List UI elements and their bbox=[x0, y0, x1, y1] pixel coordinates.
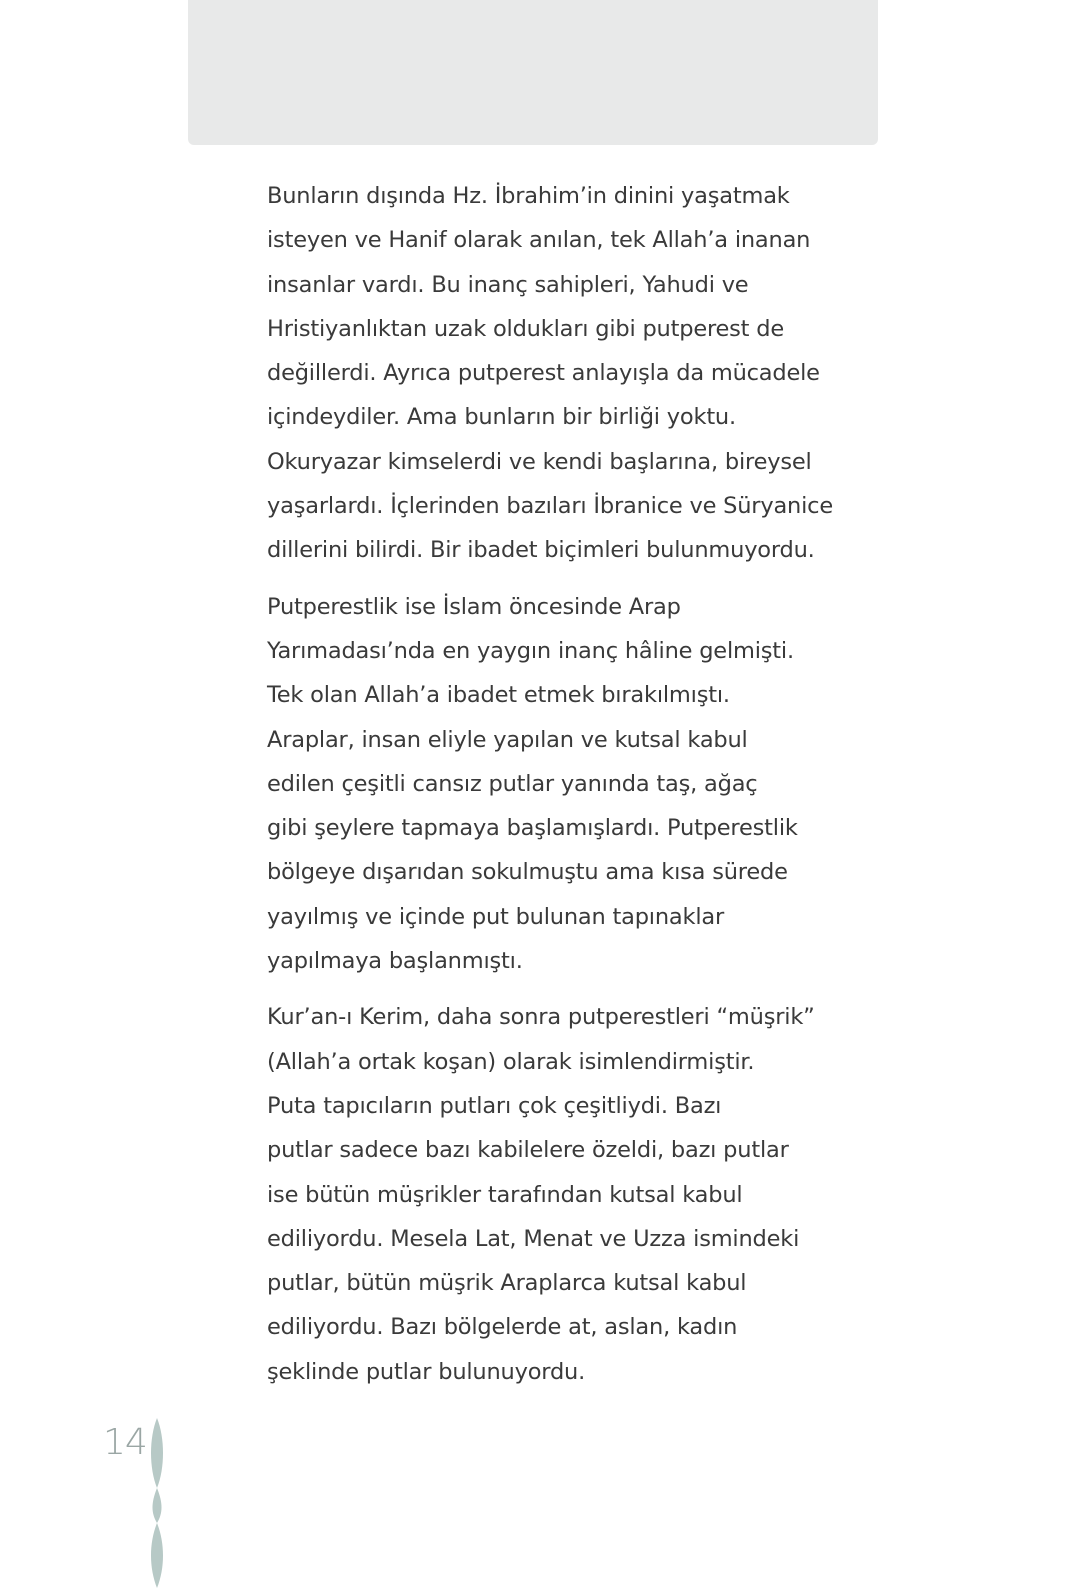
paragraph bbox=[267, 995, 827, 1394]
text-line: Puta tapıcıların putları çok çeşitliydi. Bazı bbox=[267, 1092, 722, 1119]
text-line: ise bütün müşrikler tarafından kutsal kabul bbox=[267, 1181, 743, 1208]
text-line: (Allah’a ortak koşan) olarak isimlendirmiştir. bbox=[267, 1048, 755, 1075]
paragraph bbox=[267, 174, 833, 573]
text-line: bölgeye dışarıdan sokulmuştu ama kısa sürede bbox=[267, 859, 788, 886]
text-line: ediliyordu. Bazı bölgelerde at, aslan, kadın bbox=[267, 1314, 738, 1341]
paragraph bbox=[267, 585, 827, 984]
text-line: Tek olan Allah’a ibadet etmek bırakılmıştı. bbox=[267, 682, 730, 709]
text-line: yayılmış ve içinde put bulunan tapınaklar bbox=[267, 903, 725, 930]
text-line: Putperestlik ise İslam öncesinde Arap bbox=[267, 593, 681, 620]
text-line: ediliyordu. Mesela Lat, Menat ve Uzza ismindeki bbox=[267, 1225, 800, 1252]
text-line: Araplar, insan eliyle yapılan ve kutsal kabul bbox=[267, 726, 748, 753]
text-line: isteyen ve Hanif olarak anılan, tek Allah’a inanan bbox=[267, 227, 811, 254]
text-line: değillerdi. Ayrıca putperest anlayışla da mücadele bbox=[267, 360, 820, 387]
text-line: Bunların dışında Hz. İbrahim’in dinini yaşatmak bbox=[267, 183, 790, 209]
header-banner bbox=[188, 0, 878, 145]
text-line: Yarımadası’nda en yaygın inanç hâline gelmişti. bbox=[267, 637, 794, 664]
text-line: içindeydiler. Ama bunların bir birliği yoktu. bbox=[267, 404, 736, 431]
body-text bbox=[267, 174, 833, 1406]
text-line: yaşarlardı. İçlerinden bazıları İbranice ve Süryanice bbox=[267, 493, 833, 520]
text-line: Hristiyanlıktan uzak oldukları gibi putperest de bbox=[267, 315, 784, 342]
text-line: putlar sadece bazı kabilelere özeldi, bazı putlar bbox=[267, 1137, 789, 1164]
text-line: Okuryazar kimselerdi ve kendi başlarına, bireysel bbox=[267, 448, 812, 475]
text-line: dillerini bilirdi. Bir ibadet biçimleri bulunmuyordu. bbox=[267, 537, 815, 564]
page-number: 14 bbox=[103, 1422, 147, 1463]
text-line: insanlar vardı. Bu inanç sahipleri, Yahudi ve bbox=[267, 271, 749, 298]
text-line: şeklinde putlar bulunuyordu. bbox=[267, 1358, 586, 1385]
text-line: putlar, bütün müşrik Araplarca kutsal kabul bbox=[267, 1270, 747, 1297]
text-line: yapılmaya başlanmıştı. bbox=[267, 948, 523, 975]
text-line: gibi şeylere tapmaya başlamışlardı. Putperestlik bbox=[267, 815, 798, 842]
text-line: Kur’an-ı Kerim, daha sonra putperestleri “müşrik” bbox=[267, 1004, 815, 1031]
text-line: edilen çeşitli cansız putlar yanında taş, ağaç bbox=[267, 770, 758, 797]
page-ornament-icon bbox=[145, 1418, 169, 1588]
